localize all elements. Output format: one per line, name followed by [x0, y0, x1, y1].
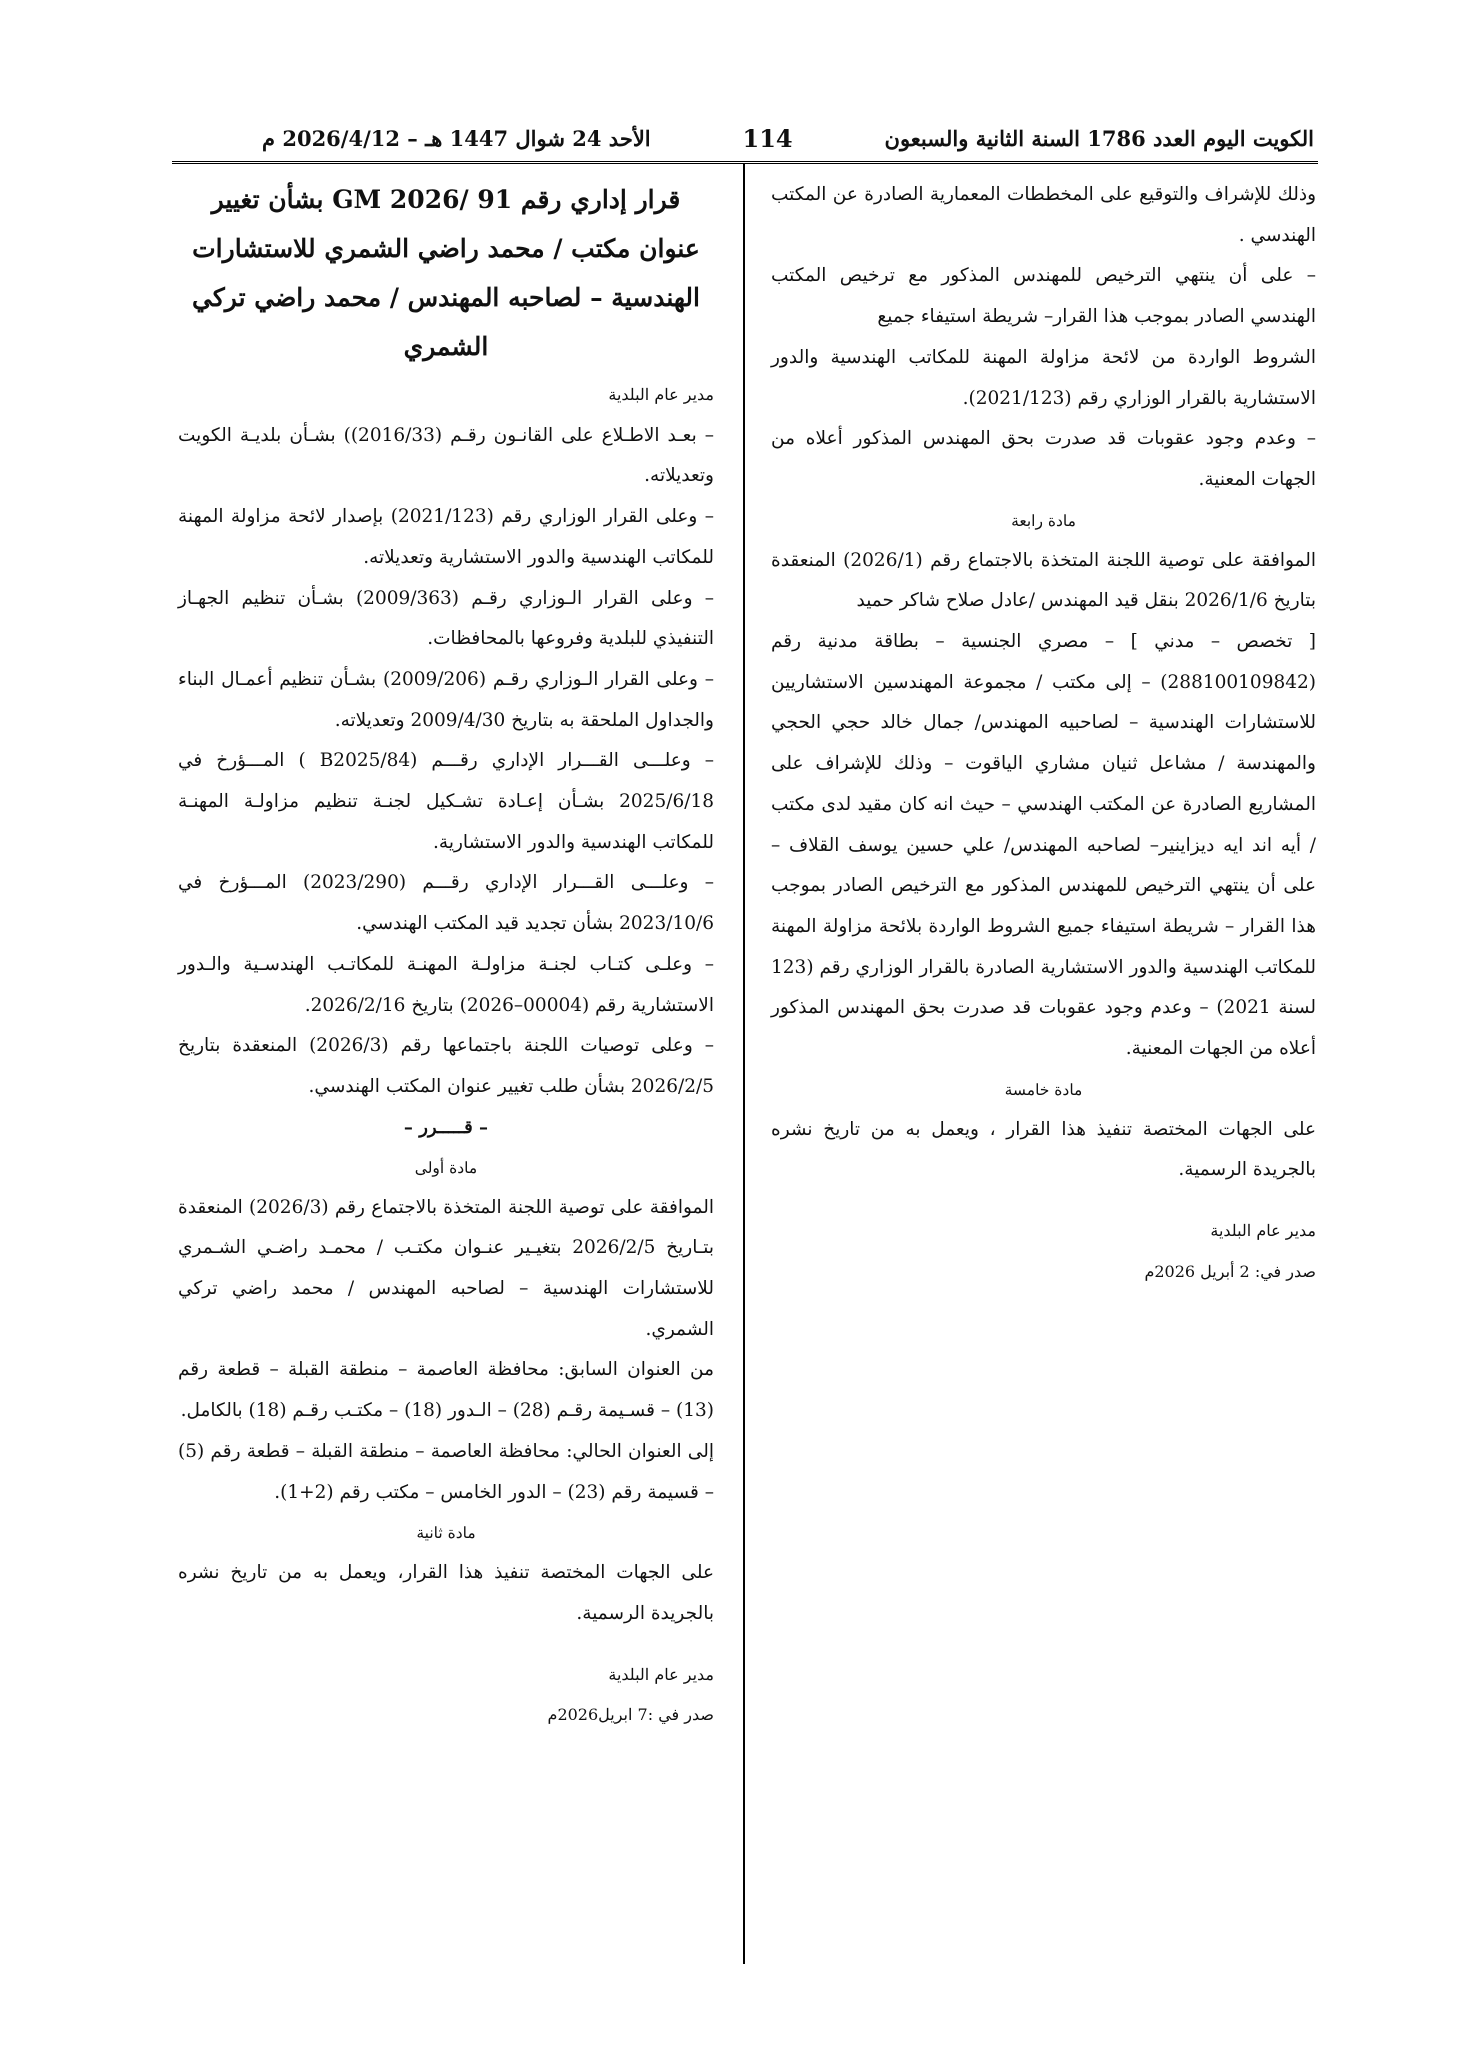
paragraph: الموافقة على توصية اللجنة المتخذة بالاجتماع رقم (2026/3) المنعقدة بتـاريخ 2026/2/5 بتغيـير عنـوان مكتـب / محمـد راضـي الشـمري للاستشارات الهندسية – لصاحبه المهندس / محمد راضي تركي الشمري. — [178, 1196, 714, 1340]
left-column — [178, 175, 714, 1736]
paragraph: الموافقة على توصية اللجنة المتخذة بالاجتماع رقم (2026/1) المنعقدة بتاريخ 2026/1/6 بنقل قيد المهندس /عادل صلاح شاكر حميد — [771, 549, 1316, 612]
signature: مدير عام البلدية — [608, 1664, 714, 1684]
paragraph: من العنوان السابق: محافظة العاصمة – منطقة القبلة – قطعة رقم (13) – قسـيمة رقـم (28) – الـدور (18) – مكتـب رقـم (18) بالكامل. — [178, 1359, 714, 1422]
header-gazette-issue: الكويت اليوم العدد 1786 السنة الثانية والسبعون — [884, 125, 1314, 151]
recital: – وعلى القرار الـوزاري رقـم (2009/363) بشـأن تنظيم الجهـاز التنفيذي للبلدية وفروعها بالمحافظات. — [178, 587, 714, 650]
recital: – بعـد الاطـلاع على القانـون رقـم (2016/33)) بشـأن بلديـة الكويت وتعديلاته. — [178, 424, 714, 487]
right-column — [771, 175, 1316, 1293]
recital: – وعلى توصيات اللجنة باجتماعها رقم (2026/3) المنعقدة بتاريخ 2026/2/5 بشأن طلب تغيير عنوان المكتب الهندسي. — [178, 1035, 714, 1097]
page-number: 114 — [742, 123, 793, 153]
issue-date: صدر في: 2 أبريل 2026م — [1144, 1261, 1316, 1281]
signature: مدير عام البلدية — [1210, 1221, 1316, 1241]
paragraph: [ تخصص – مدني ] – مصري الجنسية – بطاقة مدنية رقم (288100109842) – إلى مكتب / مجموعة المهندسين الاستشاريين للاستشارات الهندسية – لصاحبيه المهندس/ جمال خالد حجي الحجي والمهندسة / مشاعل ثنيان مشاري الياقوت – وذلك للإشراف على المشاريع الصادرة عن المكتب الهندسي – حيث انه كان مقيد لدى مكتب / أيه اند ايه ديزاينير– لصاحبه المهندس/ علي حسين يوسف القلاف – على أن ينتهي الترخيص للمهندس المذكور مع الترخيص الصادر بموجب هذا القرار – شريطة استيفاء جميع الشروط الواردة بلائحة مزاولة المهنة للمكاتب الهندسية والدور الاستشارية الصادرة بالقرار الوزاري رقم (123 لسنة 2021) – وعدم وجود عقوبات قد صدرت بحق المهندس المذكور أعلاه من الجهات المعنية. — [771, 631, 1316, 1060]
paragraph: وذلك للإشراف والتوقيع على المخططات المعمارية الصادرة عن المكتب الهندسي . — [771, 184, 1316, 246]
paragraph: – على أن ينتهي الترخيص للمهندس المذكور مع ترخيص المكتب الهندسي الصادر بموجب هذا القرار– شريطة استيفاء جميع — [771, 265, 1316, 328]
header-rule — [172, 161, 1318, 164]
paragraph: على الجهات المختصة تنفيذ هذا القرار ، ويعمل به من تاريخ نشره بالجريدة الرسمية. — [771, 1118, 1316, 1181]
recital: – وعلى القرار الـوزاري رقـم (2009/206) بشـأن تنظيم أعمـال البناء والجداول الملحقة به بتاريخ 2009/4/30 وتعديلاته. — [178, 668, 714, 731]
recital: – وعلى القرار الوزاري رقم (2021/123) بإصدار لائحة مزاولة المهنة للمكاتب الهندسية والدور الاستشارية وتعديلاته. — [178, 506, 715, 568]
article-1-heading: مادة أولى — [414, 1158, 478, 1177]
issuer: مدير عام البلدية — [608, 385, 714, 404]
article-2-heading: مادة ثانية — [416, 1524, 476, 1543]
page-header — [262, 118, 1314, 158]
decision-title: قرار إداري رقم 91 /GM 2026 بشأن تغيير عنوان مكتب / محمد راضي الشمري للاستشارات الهندسية – لصاحبه المهندس / محمد راضي تركي الشمري — [192, 185, 700, 361]
article-4-heading: مادة رابعة — [1011, 511, 1076, 530]
issue-date: صدر في :7 ابريل2026م — [547, 1705, 714, 1725]
recital: – وعلـــى القـــرار الإداري رقـــم (2023/290) المـــؤرخ في 2023/10/6 بشأن تجديد قيد المكتب الهندسي. — [178, 872, 714, 935]
paragraph: الشروط الواردة من لائحة مزاولة المهنة للمكاتب الهندسية والدور الاستشارية بالقرار الوزاري رقم (2021/123). — [771, 346, 1316, 409]
recital: – وعلـى كتـاب لجنـة مزاولـة المهنـة للمكاتـب الهندسـية والـدور الاستشارية رقم (00004–2026) بتاريخ 2026/2/16. — [178, 953, 714, 1016]
recital: – وعلـــى القـــرار الإداري رقـــم (B2025/84 ) المـــؤرخ في 2025/6/18 بشـأن إعـادة تشـكيل لجنـة تنظيم مزاولـة المهنـة للمكاتب الهندسية والدور الاستشارية. — [178, 750, 714, 853]
article-5-heading: مادة خامسة — [1004, 1080, 1083, 1099]
column-divider — [743, 164, 745, 1964]
header-date: الأحد 24 شوال 1447 هـ – 2026/4/12 م — [262, 125, 651, 151]
paragraph: إلى العنوان الحالي: محافظة العاصمة – منطقة القبلة – قطعة رقم (5) – قسيمة رقم (23) – الدور الخامس – مكتب رقم (2+1). — [178, 1440, 714, 1503]
decision-heading: – قـــــرر – — [403, 1116, 489, 1138]
paragraph: على الجهات المختصة تنفيذ هذا القرار، ويعمل به من تاريخ نشره بالجريدة الرسمية. — [178, 1562, 714, 1624]
paragraph: – وعدم وجود عقوبات قد صدرت بحق المهندس المذكور أعلاه من الجهات المعنية. — [771, 428, 1316, 490]
